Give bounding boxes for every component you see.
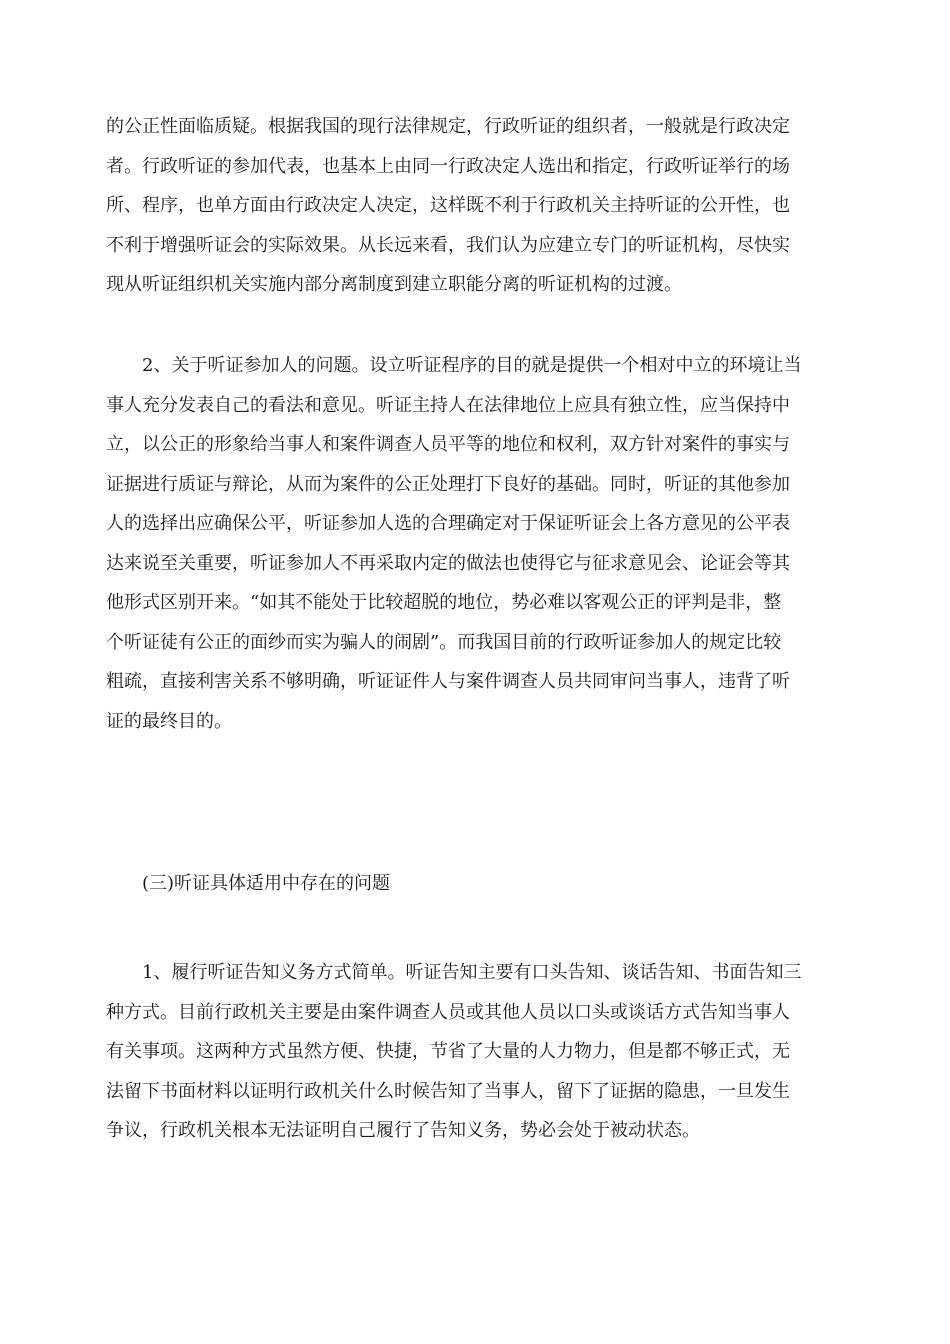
text-line: 事人充分发表自己的看法和意见。听证主持人在法律地位上应具有独立性，应当保持中 xyxy=(106,394,790,416)
text-line: 个听证徒有公正的面纱而实为骗人的闹剧”。而我国目前的行政听证参加人的规定比较 xyxy=(106,631,782,653)
text-line: 立，以公正的形象给当事人和案件调查人员平等的地位和权利，双方针对案件的事实与 xyxy=(106,434,790,455)
text-line: 证的最终目的。 xyxy=(106,710,232,732)
text-line: 不利于增强听证会的实际效果。从长远来看，我们认为应建立专门的听证机构，尽快实 xyxy=(106,234,790,256)
text-line: 达来说至关重要，听证参加人不再采取内定的做法也使得它与征求意见会、论证会等其 xyxy=(106,552,790,574)
text-line: 粗疏，直接利害关系不够明确，听证证件人与案件调查人员共同审问当事人，违背了听 xyxy=(106,671,790,692)
text-line: 所、程序，也单方面由行政决定人决定，这样既不利于行政机关主持听证的公开性，也 xyxy=(106,195,790,216)
text-line: 争议，行政机关根本无法证明自己履行了告知义务，势必会处于被动状态。 xyxy=(106,1120,700,1141)
paragraph-hearing-organizer xyxy=(106,107,846,305)
text-line: 有关事项。这两种方式虽然方便、快捷，节省了大量的人力物力，但是都不够正式，无 xyxy=(106,1041,790,1062)
text-line: 人的选择出应确保公平，听证参加人选的合理确定对于保证听证会上各方意见的公平表 xyxy=(106,513,790,534)
paragraph-hearing-notice xyxy=(106,953,846,1151)
section-heading xyxy=(106,864,846,904)
heading-line: (三)听证具体适用中存在的问题 xyxy=(142,873,391,894)
text-line: 2、关于听证参加人的问题。设立听证程序的目的就是提供一个相对中立的环境让当 xyxy=(142,355,802,376)
text-line: 证据进行质证与辩论，从而为案件的公正处理打下良好的基础。同时，听证的其他参加 xyxy=(106,473,790,495)
text-line: 种方式。目前行政机关主要是由案件调查人员或其他人员以口头或谈话方式告知当事人 xyxy=(106,1001,790,1023)
text-line: 法留下书面材料以证明行政机关什么时候告知了当事人，留下了证据的隐患，一旦发生 xyxy=(106,1080,790,1102)
text-line: 现从听证组织机关实施内部分离制度到建立职能分离的听证机构的过渡。 xyxy=(106,274,682,295)
text-line: 者。行政听证的参加代表，也基本上由同一行政决定人选出和指定，行政听证举行的场 xyxy=(106,155,790,177)
text-line: 1、履行听证告知义务方式简单。听证告知主要有口头告知、谈话告知、书面告知三 xyxy=(142,962,802,983)
text-line: 的公正性面临质疑。根据我国的现行法律规定，行政听证的组织者，一般就是行政决定 xyxy=(106,116,790,137)
text-line: 他形式区别开来。“如其不能处于比较超脱的地位，势必难以客观公正的评判是非，整 xyxy=(106,592,782,613)
paragraph-hearing-participants xyxy=(106,346,846,741)
